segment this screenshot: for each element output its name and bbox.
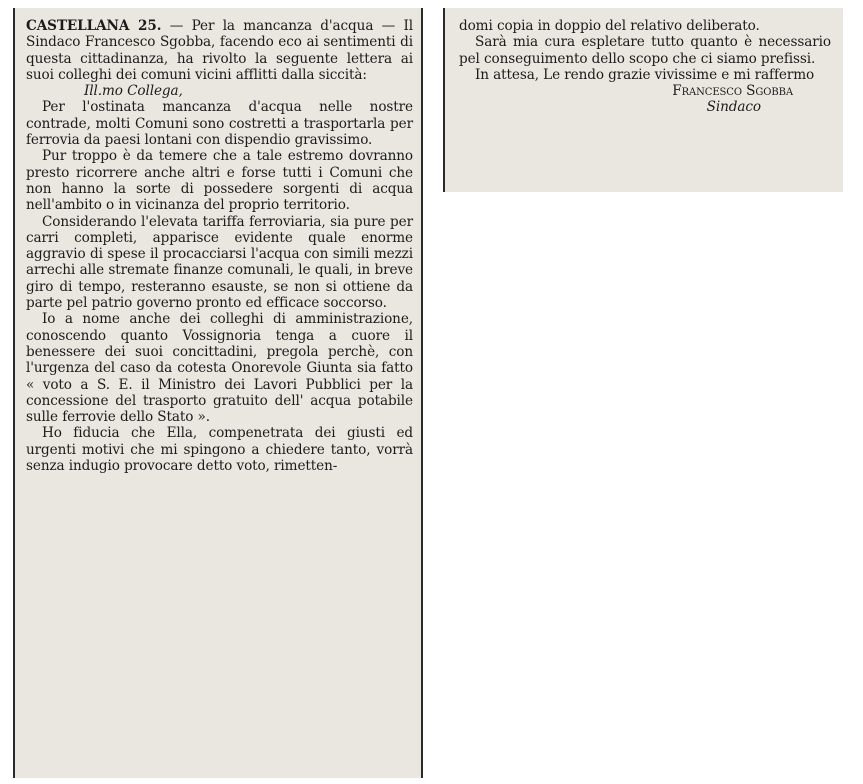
column-text-1: [26, 18, 413, 474]
letter-paragraph: Per l'ostinata mancanza d'acqua nelle nostre contrade, molti Comuni sono costretti a trasportarla per ferrovia da paesi lontani con dispendio gravissimo.: [26, 99, 413, 149]
clipping-column-1: [13, 8, 423, 778]
letter-greeting: Ill.mo Collega,: [84, 83, 183, 100]
letter-paragraph: In attesa, Le rendo grazie vivissime e mi raffermo: [475, 66, 815, 83]
dateline: CASTELLANA 25.: [26, 18, 162, 34]
lead-text: — Per la mancanza d'acqua — Il Sindaco Francesco Sgobba, facendo eco ai sentimenti di questa cittadinanza, ha rivolto la seguente lettera ai suoi colleghi dei comuni vicini afflitti dalla siccità:: [26, 18, 414, 83]
signature-title: Sindaco: [706, 99, 761, 116]
letter-paragraph-continued: domi copia in doppio del relativo deliberato.: [459, 18, 760, 34]
letter-paragraph-start: Ho fiducia che Ella, compenetrata dei giusti ed urgenti motivi che mi spingono a chiedere tanto, vorrà senza indugio provocare detto voto, rimetten-: [26, 425, 413, 475]
clipping-column-2: [443, 8, 843, 192]
column-rule-left: [13, 8, 15, 778]
letter-paragraph: Pur troppo è da temere che a tale estremo dovranno presto ricorrere anche altri e forse tutti i Comuni che non hanno la sorte di possedere sorgenti di acqua nell'ambito o in vicinanza del proprio territorio.: [26, 148, 413, 214]
column-rule-left: [443, 8, 445, 192]
letter-paragraph: Considerando l'elevata tariffa ferroviaria, sia pure per carri completi, apparisce evidente quale enorme aggravio di spese il procacciarsi l'acqua con simili mezzi arrechi alle stremate finanze comunali, le quali, in breve giro di tempo, resteranno esauste, se non si ottiene da parte pel patrio governo pronto ed efficace soccorso.: [26, 213, 413, 312]
letter-paragraph: Sarà mia cura espletare tutto quanto è necessario pel conseguimento dello scopo che ci siamo prefissi.: [459, 34, 831, 67]
signature-name: Francesco Sgobba: [672, 83, 793, 100]
column-rule-right: [421, 8, 423, 778]
letter-paragraph: Io a nome anche dei colleghi di amministrazione, conoscendo quanto Vossignoria tenga a cuore il benessere dei suoi concittadini, pregola perchè, con l'urgenza del caso da cotesta Onorevole Giunta sia fatto « voto a S. E. il Ministro dei Lavori Pubblici per la concessione del trasporto gratuito dell' acqua potabile sulle ferrovie dello Stato ».: [26, 311, 413, 426]
column-text-2: [459, 18, 831, 116]
lead-paragraph: [26, 18, 413, 83]
